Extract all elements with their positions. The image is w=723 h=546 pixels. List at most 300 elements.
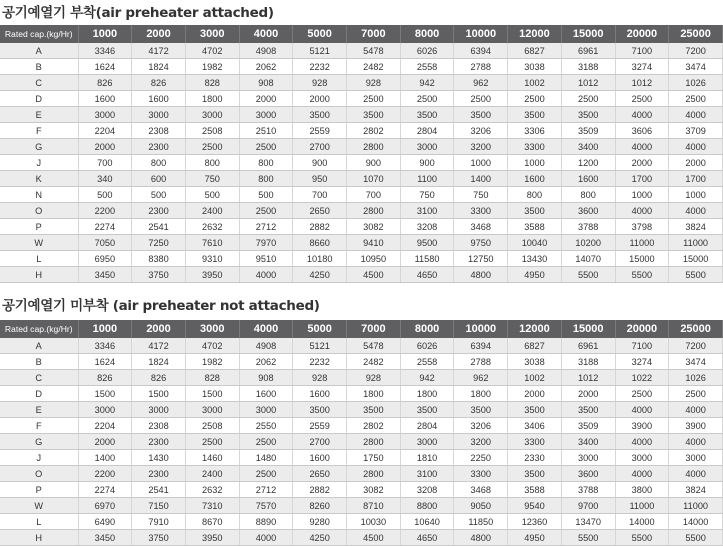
table-cell: 8260 [293, 498, 347, 514]
table-cell: 2558 [400, 354, 454, 370]
table-cell: 10180 [293, 251, 347, 267]
row-label: H [0, 530, 78, 546]
table-cell: 928 [347, 75, 401, 91]
row-label: J [0, 155, 78, 171]
row-label: J [0, 450, 78, 466]
table-cell: 11000 [615, 235, 669, 251]
capacity-header: 1000 [78, 25, 132, 43]
table-cell: 5500 [669, 530, 723, 546]
table-cell: 5500 [615, 267, 669, 283]
table-row [0, 370, 723, 386]
table-cell: 4000 [239, 530, 293, 546]
table-cell: 928 [347, 370, 401, 386]
row-label: C [0, 370, 78, 386]
table-cell: 3824 [669, 482, 723, 498]
table-cell: 3000 [669, 450, 723, 466]
table-cell: 2500 [669, 386, 723, 402]
table-cell: 3500 [293, 402, 347, 418]
table-cell: 3588 [508, 482, 562, 498]
table-cell: 12750 [454, 251, 508, 267]
table-cell: 6827 [508, 338, 562, 354]
row-label: O [0, 203, 78, 219]
table-cell: 3788 [561, 219, 615, 235]
table-cell: 15000 [615, 251, 669, 267]
table-cell: 4000 [669, 466, 723, 482]
table-cell: 3000 [78, 402, 132, 418]
table-cell: 2541 [132, 482, 186, 498]
table-cell: 2800 [347, 139, 401, 155]
table-cell: 3000 [185, 107, 239, 123]
table-cell: 2500 [669, 91, 723, 107]
table-cell: 2500 [185, 434, 239, 450]
table-cell: 2508 [185, 123, 239, 139]
capacity-header: 4000 [239, 25, 293, 43]
table-cell: 900 [293, 155, 347, 171]
table-cell: 800 [185, 155, 239, 171]
table-cell: 3474 [669, 354, 723, 370]
row-label: N [0, 187, 78, 203]
table-cell: 908 [239, 370, 293, 386]
table-row [0, 107, 723, 123]
table-cell: 2062 [239, 354, 293, 370]
rated-capacity-header: Rated cap.(kg/Hr) [0, 25, 78, 43]
table-cell: 4000 [239, 267, 293, 283]
row-label: P [0, 482, 78, 498]
table-cell: 3206 [454, 418, 508, 434]
table-cell: 10040 [508, 235, 562, 251]
table-row [0, 91, 723, 107]
table-cell: 10030 [347, 514, 401, 530]
capacity-header: 3000 [185, 320, 239, 338]
table-cell: 1000 [454, 155, 508, 171]
table-cell: 7100 [615, 43, 669, 59]
table-cell: 3200 [454, 139, 508, 155]
table-cell: 3500 [454, 402, 508, 418]
table-cell: 928 [293, 75, 347, 91]
table-cell: 9410 [347, 235, 401, 251]
table-cell: 800 [239, 155, 293, 171]
capacity-header: 20000 [615, 320, 669, 338]
table-cell: 340 [78, 171, 132, 187]
table-cell: 2712 [239, 219, 293, 235]
table-cell: 2804 [400, 418, 454, 434]
table-cell: 9050 [454, 498, 508, 514]
table-cell: 1200 [561, 155, 615, 171]
table-row [0, 434, 723, 450]
table-cell: 2510 [239, 123, 293, 139]
table-cell: 11850 [454, 514, 508, 530]
table-cell: 2700 [293, 139, 347, 155]
capacity-header: 15000 [561, 320, 615, 338]
table-cell: 3000 [400, 139, 454, 155]
table-cell: 700 [347, 187, 401, 203]
table-cell: 750 [400, 187, 454, 203]
table-cell: 3000 [132, 402, 186, 418]
table-cell: 3300 [508, 139, 562, 155]
table-cell: 9540 [508, 498, 562, 514]
table-cell: 2500 [615, 386, 669, 402]
table-cell: 1600 [293, 450, 347, 466]
table-cell: 7200 [669, 338, 723, 354]
table-cell: 3500 [561, 107, 615, 123]
row-label: E [0, 107, 78, 123]
table-cell: 2500 [239, 434, 293, 450]
table-cell: 1824 [132, 59, 186, 75]
table-cell: 4650 [400, 267, 454, 283]
table-cell: 2800 [347, 466, 401, 482]
table-cell: 2200 [78, 466, 132, 482]
table-cell: 3500 [400, 402, 454, 418]
table-cell: 800 [132, 155, 186, 171]
row-label: C [0, 75, 78, 91]
table-cell: 3274 [615, 354, 669, 370]
table-cell: 3500 [508, 402, 562, 418]
row-label: B [0, 354, 78, 370]
row-label: W [0, 235, 78, 251]
table-cell: 1026 [669, 75, 723, 91]
table-cell: 3100 [400, 466, 454, 482]
table-cell: 3950 [185, 267, 239, 283]
row-label: O [0, 466, 78, 482]
table-cell: 2500 [239, 466, 293, 482]
table-cell: 8660 [293, 235, 347, 251]
capacity-header: 10000 [454, 320, 508, 338]
table-cell: 11580 [400, 251, 454, 267]
table-cell: 13430 [508, 251, 562, 267]
table-cell: 4000 [615, 402, 669, 418]
table-cell: 7310 [185, 498, 239, 514]
table-cell: 7200 [669, 43, 723, 59]
table-cell: 3500 [347, 402, 401, 418]
table-cell: 3208 [400, 219, 454, 235]
table-cell: 2650 [293, 466, 347, 482]
table-cell: 3606 [615, 123, 669, 139]
table-cell: 1460 [185, 450, 239, 466]
table-cell: 1070 [347, 171, 401, 187]
table-cell: 3038 [508, 354, 562, 370]
table-cell: 3600 [561, 466, 615, 482]
table-cell: 6394 [454, 338, 508, 354]
table-cell: 3000 [239, 107, 293, 123]
table-cell: 10640 [400, 514, 454, 530]
capacity-header: 15000 [561, 25, 615, 43]
table-row [0, 498, 723, 514]
table-cell: 3588 [508, 219, 562, 235]
table-cell: 1500 [185, 386, 239, 402]
table-row [0, 155, 723, 171]
table-cell: 1700 [615, 171, 669, 187]
table-cell: 500 [78, 187, 132, 203]
table-cell: 6394 [454, 43, 508, 59]
table-cell: 2000 [508, 386, 562, 402]
capacity-header: 1000 [78, 320, 132, 338]
table-cell: 5121 [293, 43, 347, 59]
table-cell: 5500 [669, 267, 723, 283]
row-label: F [0, 418, 78, 434]
row-label: L [0, 514, 78, 530]
table-cell: 600 [132, 171, 186, 187]
table-cell: 2802 [347, 123, 401, 139]
capacity-header: 12000 [508, 320, 562, 338]
table-cell: 8890 [239, 514, 293, 530]
table-cell: 10950 [347, 251, 401, 267]
table-cell: 3208 [400, 482, 454, 498]
capacity-header: 10000 [454, 25, 508, 43]
table-cell: 2300 [132, 466, 186, 482]
table-cell: 1002 [508, 370, 562, 386]
table-row [0, 251, 723, 267]
table-row [0, 450, 723, 466]
table-cell: 1800 [454, 386, 508, 402]
table-cell: 7570 [239, 498, 293, 514]
table-cell: 2500 [508, 91, 562, 107]
table-cell: 750 [454, 187, 508, 203]
table-row [0, 171, 723, 187]
table-cell: 2000 [293, 91, 347, 107]
table-cell: 7970 [239, 235, 293, 251]
table-cell: 7150 [132, 498, 186, 514]
table-cell: 3346 [78, 338, 132, 354]
table-cell: 2400 [185, 466, 239, 482]
table-cell: 2300 [132, 434, 186, 450]
table-cell: 3346 [78, 43, 132, 59]
table-cell: 4250 [293, 530, 347, 546]
table-cell: 2650 [293, 203, 347, 219]
table-cell: 3300 [454, 203, 508, 219]
table-cell: 2800 [347, 434, 401, 450]
table-cell: 2558 [400, 59, 454, 75]
table-cell: 5478 [347, 338, 401, 354]
table-cell: 1600 [78, 91, 132, 107]
table-cell: 1400 [78, 450, 132, 466]
table-cell: 6026 [400, 338, 454, 354]
table-cell: 2559 [293, 123, 347, 139]
table-cell: 1430 [132, 450, 186, 466]
table-cell: 3750 [132, 267, 186, 283]
table-cell: 1624 [78, 59, 132, 75]
table-cell: 2204 [78, 418, 132, 434]
table-cell: 8710 [347, 498, 401, 514]
table-cell: 2062 [239, 59, 293, 75]
table-cell: 2330 [508, 450, 562, 466]
row-label: H [0, 267, 78, 283]
table-row [0, 338, 723, 354]
table-cell: 950 [293, 171, 347, 187]
table-cell: 7910 [132, 514, 186, 530]
table-cell: 750 [185, 171, 239, 187]
table-row [0, 59, 723, 75]
rated-capacity-header: Rated cap.(kg/Hr) [0, 320, 78, 338]
table-cell: 4250 [293, 267, 347, 283]
spec-table-not-attached [0, 320, 723, 546]
table-row [0, 466, 723, 482]
table-cell: 2500 [454, 91, 508, 107]
table-cell: 9700 [561, 498, 615, 514]
table-cell: 942 [400, 75, 454, 91]
table-cell: 1400 [454, 171, 508, 187]
table-cell: 2500 [185, 139, 239, 155]
table-cell: 2500 [615, 91, 669, 107]
capacity-header: 8000 [400, 25, 454, 43]
table-cell: 2500 [400, 91, 454, 107]
row-label: A [0, 43, 78, 59]
table-cell: 942 [400, 370, 454, 386]
table-cell: 3000 [615, 450, 669, 466]
table-cell: 4000 [615, 139, 669, 155]
table-cell: 2000 [78, 139, 132, 155]
table-cell: 2250 [454, 450, 508, 466]
table-cell: 3824 [669, 219, 723, 235]
table-cell: 2804 [400, 123, 454, 139]
table-cell: 6961 [561, 43, 615, 59]
table-row [0, 402, 723, 418]
row-label: L [0, 251, 78, 267]
table-cell: 2550 [239, 418, 293, 434]
table-row [0, 482, 723, 498]
table-cell: 1012 [615, 75, 669, 91]
table-cell: 1800 [347, 386, 401, 402]
table-cell: 2632 [185, 482, 239, 498]
table-cell: 3400 [561, 434, 615, 450]
table-cell: 1624 [78, 354, 132, 370]
table-cell: 4650 [400, 530, 454, 546]
table-cell: 9280 [293, 514, 347, 530]
table-cell: 9310 [185, 251, 239, 267]
table-cell: 3082 [347, 219, 401, 235]
table-row [0, 219, 723, 235]
table-cell: 3500 [561, 402, 615, 418]
table-row [0, 123, 723, 139]
table-cell: 14000 [669, 514, 723, 530]
capacity-header: 7000 [347, 320, 401, 338]
table-cell: 2274 [78, 482, 132, 498]
table-cell: 3406 [508, 418, 562, 434]
table-cell: 500 [239, 187, 293, 203]
table-cell: 3788 [561, 482, 615, 498]
table-cell: 4908 [239, 338, 293, 354]
row-label: G [0, 139, 78, 155]
table-cell: 4000 [669, 139, 723, 155]
table-cell: 3300 [454, 466, 508, 482]
row-label: K [0, 171, 78, 187]
row-label: D [0, 91, 78, 107]
table-cell: 2500 [347, 91, 401, 107]
table-cell: 3468 [454, 482, 508, 498]
table-cell: 3474 [669, 59, 723, 75]
capacity-header: 4000 [239, 320, 293, 338]
table-cell: 3038 [508, 59, 562, 75]
table-cell: 5500 [561, 530, 615, 546]
table-cell: 15000 [669, 251, 723, 267]
table-cell: 1600 [132, 91, 186, 107]
table-cell: 1700 [669, 171, 723, 187]
row-label: E [0, 402, 78, 418]
table-cell: 800 [239, 171, 293, 187]
table-cell: 6950 [78, 251, 132, 267]
table-cell: 2274 [78, 219, 132, 235]
table-cell: 700 [78, 155, 132, 171]
table-cell: 11000 [669, 235, 723, 251]
table-cell: 2232 [293, 354, 347, 370]
table-cell: 14070 [561, 251, 615, 267]
table-cell: 2300 [132, 139, 186, 155]
table-cell: 6026 [400, 43, 454, 59]
table-cell: 4800 [454, 530, 508, 546]
row-label: B [0, 59, 78, 75]
table-cell: 1000 [669, 187, 723, 203]
table-cell: 3000 [78, 107, 132, 123]
table-cell: 800 [561, 187, 615, 203]
table-cell: 7250 [132, 235, 186, 251]
table-cell: 2700 [293, 434, 347, 450]
table-cell: 1012 [561, 75, 615, 91]
table-cell: 2632 [185, 219, 239, 235]
table-cell: 4000 [615, 203, 669, 219]
table-cell: 2200 [78, 203, 132, 219]
header-row [0, 25, 723, 43]
table-cell: 2000 [239, 91, 293, 107]
table-cell: 5500 [561, 267, 615, 283]
table-cell: 12360 [508, 514, 562, 530]
table-cell: 4908 [239, 43, 293, 59]
table-cell: 1480 [239, 450, 293, 466]
table-cell: 2541 [132, 219, 186, 235]
table-cell: 4702 [185, 43, 239, 59]
table-cell: 2500 [561, 91, 615, 107]
row-label: W [0, 498, 78, 514]
table-cell: 3274 [615, 59, 669, 75]
table-cell: 2882 [293, 219, 347, 235]
table-row [0, 386, 723, 402]
table-row [0, 514, 723, 530]
table-cell: 3100 [400, 203, 454, 219]
table-cell: 13470 [561, 514, 615, 530]
table-cell: 2000 [669, 155, 723, 171]
table-cell: 3300 [508, 434, 562, 450]
table-cell: 3709 [669, 123, 723, 139]
table-cell: 4000 [669, 203, 723, 219]
table-cell: 826 [78, 75, 132, 91]
table-cell: 1750 [347, 450, 401, 466]
table-cell: 3500 [508, 466, 562, 482]
table-cell: 1982 [185, 354, 239, 370]
table-cell: 3900 [669, 418, 723, 434]
table-cell: 3509 [561, 418, 615, 434]
table-cell: 2802 [347, 418, 401, 434]
table-cell: 2788 [454, 59, 508, 75]
table-cell: 700 [293, 187, 347, 203]
table-cell: 3509 [561, 123, 615, 139]
capacity-header: 7000 [347, 25, 401, 43]
table-row [0, 75, 723, 91]
table-cell: 3468 [454, 219, 508, 235]
capacity-header: 2000 [132, 320, 186, 338]
table-cell: 4000 [615, 466, 669, 482]
table-cell: 7050 [78, 235, 132, 251]
table-cell: 6970 [78, 498, 132, 514]
table-cell: 3000 [561, 450, 615, 466]
table-cell: 3306 [508, 123, 562, 139]
table-cell: 1600 [239, 386, 293, 402]
table-cell: 3000 [185, 402, 239, 418]
table-cell: 500 [132, 187, 186, 203]
table-cell: 4000 [669, 434, 723, 450]
table-cell: 3900 [615, 418, 669, 434]
table-cell: 2788 [454, 354, 508, 370]
table-cell: 2232 [293, 59, 347, 75]
row-label: G [0, 434, 78, 450]
capacity-header: 25000 [669, 25, 723, 43]
